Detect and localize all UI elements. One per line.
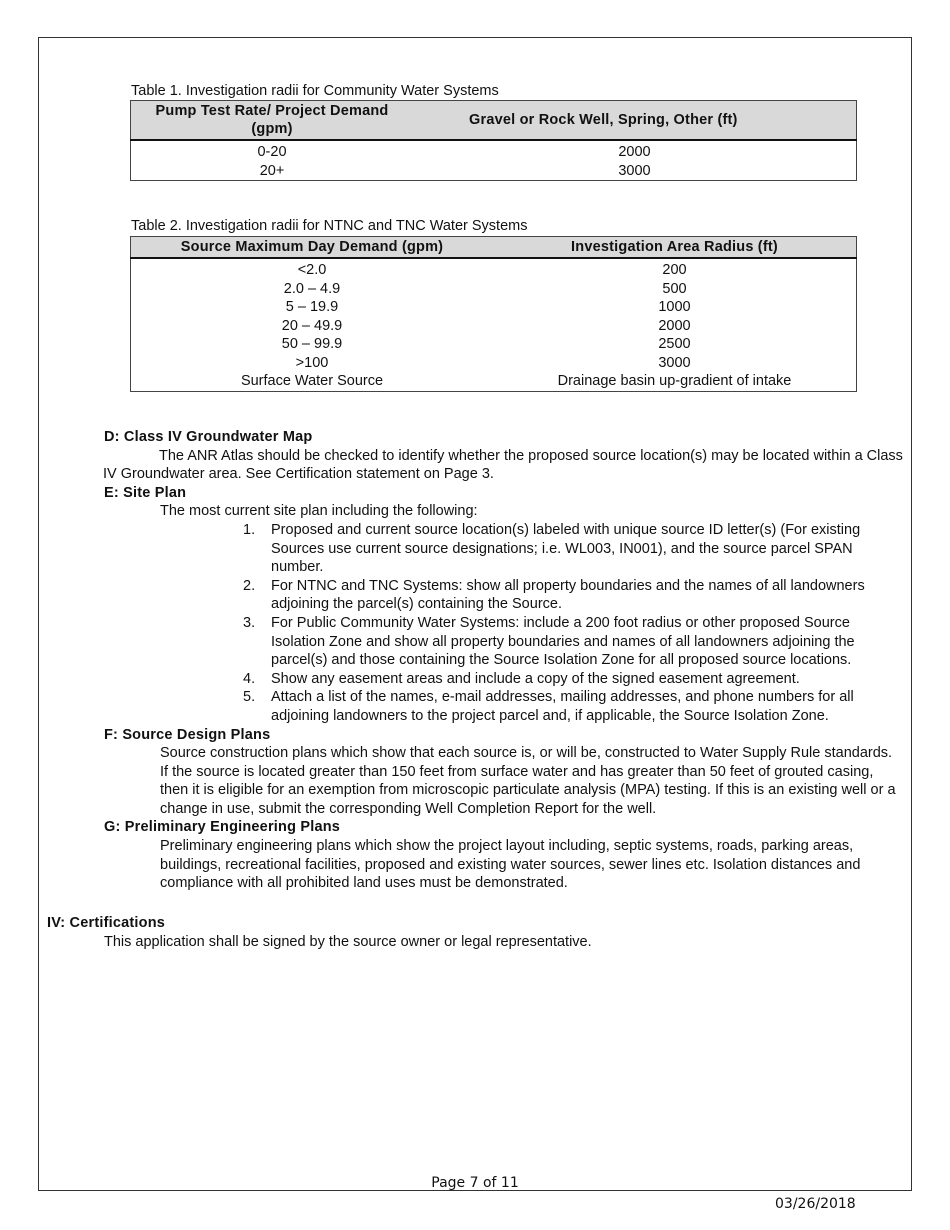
list-item: 3. For Public Community Water Systems: include a 200 foot radius or other proposed Source Isolation Zone and show all property boundaries and names of all landowners adjoining the parcel(s) and those containing the Source Isolation Zone for all proposed source locations.: [243, 614, 855, 669]
table-row: [131, 162, 857, 181]
table-cell: 20 – 49.9: [281, 317, 343, 334]
section-iv-text: This application shall be signed by the source owner or legal representative.: [104, 933, 592, 950]
section-f-text: Source construction plans which show that each source is, or will be, constructed to Water Supply Rule standards. If the source is located greater than 150 feet from surface water and has greater than 50 feet of grouted casing, then it is eligible for an exemption from microscopic particulate analysis (MPA) testing. If this is an existing well or a change in use, submit the corresponding Well Completion Report for the well.: [160, 745, 896, 817]
table-cell: 500: [662, 280, 687, 297]
table-cell: 5 – 19.9: [285, 299, 339, 315]
section-e-heading: E: Site Plan: [104, 484, 187, 501]
table-cell: >100: [295, 354, 329, 371]
table2-caption: Table 2. Investigation radii for NTNC and TNC Water Systems: [131, 218, 528, 234]
table-cell: 3000: [658, 354, 691, 371]
table-cell: 0-20: [257, 144, 287, 160]
list-item: 1. Proposed and current source location(s) labeled with unique source ID letter(s) (For existing Sources use current source designations; i.e. WL003, IN001), and the source parcel SPAN number.: [243, 521, 861, 576]
footer-date: 03/26/2018: [775, 1196, 856, 1212]
table-row: [131, 280, 857, 299]
table-cell: 50 – 99.9: [281, 336, 343, 352]
section-f-heading: F: Source Design Plans: [104, 726, 271, 743]
table-cell: Drainage basin up-gradient of intake: [557, 373, 792, 389]
list-item: 2. For NTNC and TNC Systems: show all property boundaries and the names of all landowners adjoining the parcel(s) containing the Source.: [243, 577, 865, 613]
table-cell: 20+: [259, 162, 285, 179]
table2: [130, 236, 857, 392]
table-cell: Surface Water Source: [240, 373, 384, 389]
table-row: [131, 354, 857, 373]
section-iv-heading: IV: Certifications: [47, 915, 166, 931]
table1-caption: Table 1. Investigation radii for Community Water Systems: [131, 83, 499, 99]
table1-header-demand: Pump Test Rate/ Project Demand (gpm): [131, 101, 414, 141]
document-body: [104, 428, 904, 893]
section-d-text: The ANR Atlas should be checked to identify whether the proposed source location(s) may be located within a Class IV Groundwater area. See Certification statement on Page 3.: [103, 447, 903, 483]
table-cell: 2500: [658, 336, 691, 352]
table-cell: 2000: [618, 144, 651, 160]
table1: [130, 100, 857, 181]
section-e-intro: The most current site plan including the following:: [160, 503, 478, 520]
table-cell: 3000: [618, 162, 651, 179]
table-row: [131, 317, 857, 336]
table2-header-radius: Investigation Area Radius (ft): [493, 237, 857, 259]
section-g-heading: G: Preliminary Engineering Plans: [104, 819, 341, 836]
table-row: [131, 298, 857, 317]
table-row: [131, 258, 857, 280]
table-cell: 1000: [658, 299, 691, 315]
table-cell: <2.0: [297, 262, 327, 278]
site-plan-list: [104, 521, 904, 726]
certifications-section: [47, 914, 907, 951]
section-g-text: Preliminary engineering plans which show the project layout including, septic systems, roads, parking areas, buildings, recreational facilities, proposed and existing water sources, sewer lines etc. Isolation distances and compliance with all prohibited land uses must be demonstrated.: [160, 838, 861, 892]
page-number: Page 7 of 11: [431, 1175, 519, 1191]
table-cell: 2.0 – 4.9: [283, 280, 341, 297]
table-row: [131, 335, 857, 354]
table2-header-demand: Source Maximum Day Demand (gpm): [131, 237, 494, 259]
table-row: [131, 140, 857, 162]
table-row: [131, 372, 857, 391]
table1-header-radius: Gravel or Rock Well, Spring, Other (ft): [413, 101, 857, 141]
list-item: 4. Show any easement areas and include a copy of the signed easement agreement.: [243, 670, 800, 687]
list-item: 5. Attach a list of the names, e-mail addresses, mailing addresses, and phone numbers for all adjoining landowners to the project parcel and, if applicable, the Source Isolation Zone.: [243, 689, 854, 724]
table-cell: 2000: [658, 317, 691, 334]
table-cell: 200: [662, 262, 687, 278]
section-d-heading: D: Class IV Groundwater Map: [104, 429, 313, 445]
